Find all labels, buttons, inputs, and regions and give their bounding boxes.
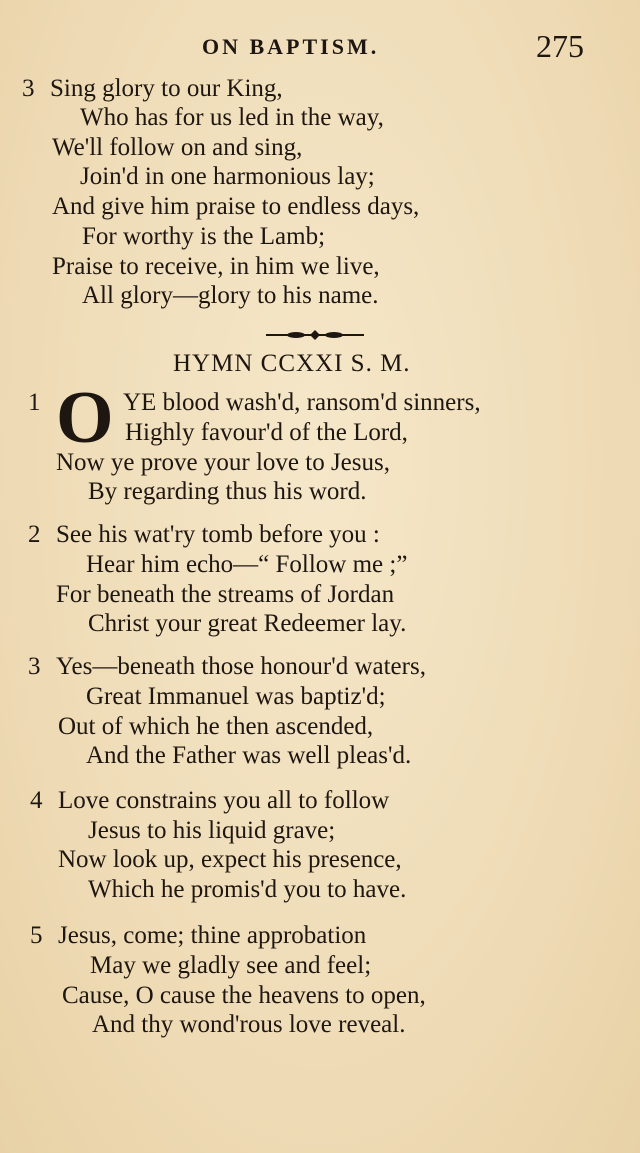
page-number: 275 [536,28,584,64]
verse-line: May we gladly see and feel; [90,952,372,979]
verse-line: By regarding thus his word. [88,478,367,505]
verse-line: Out of which he then ascended, [58,713,374,740]
ornament-divider [266,330,364,340]
verse-number: 5 [30,922,43,949]
verse-line: Jesus to his liquid grave; [88,817,336,844]
verse-line: For worthy is the Lamb; [82,223,326,250]
verse-line: Praise to receive, in him we live, [52,253,380,280]
verse-line: Sing glory to our King, [50,75,283,102]
verse-line: We'll follow on and sing, [52,134,303,161]
verse-line: Who has for us led in the way, [80,104,384,131]
verse-line: And the Father was well pleas'd. [86,742,412,769]
verse-number: 3 [28,653,41,680]
verse-line: Jesus, come; thine approbation [58,922,367,949]
verse-line: YE blood wash'd, ransom'd sinners, [123,389,481,416]
verse-number: 2 [28,521,41,548]
verse-line: Now look up, expect his presence, [58,846,402,873]
verse-line: And thy wond'rous love reveal. [92,1011,406,1038]
verse-number: 1 [28,389,41,416]
verse-line: Cause, O cause the heavens to open, [62,982,426,1009]
verse-line: See his wat'ry tomb before you : [56,521,380,548]
verse-number: 4 [30,787,43,814]
verse-line: Now ye prove your love to Jesus, [56,449,390,476]
verse-line: Love constrains you all to follow [58,787,390,814]
verse-line: Join'd in one harmonious lay; [80,163,375,190]
verse-line: All glory—glory to his name. [82,282,379,309]
verse-line: For beneath the streams of Jordan [56,581,395,608]
verse-line: Great Immanuel was baptiz'd; [86,683,386,710]
verse-line: Hear him echo—“ Follow me ;” [86,551,408,578]
verse-line: Christ your great Redeemer lay. [88,610,407,637]
verse-line: Which he promis'd you to have. [88,876,407,903]
verse-line: Yes—beneath those honour'd waters, [56,653,426,680]
drop-cap: O [56,377,114,459]
page-header [0,28,640,68]
running-title: ON BAPTISM. [202,34,380,59]
verse-line: Highly favour'd of the Lord, [125,419,408,446]
hymn-title: HYMN CCXXI S. M. [173,350,411,377]
verse-number: 3 [22,75,35,102]
verse-line: And give him praise to endless days, [52,193,420,220]
